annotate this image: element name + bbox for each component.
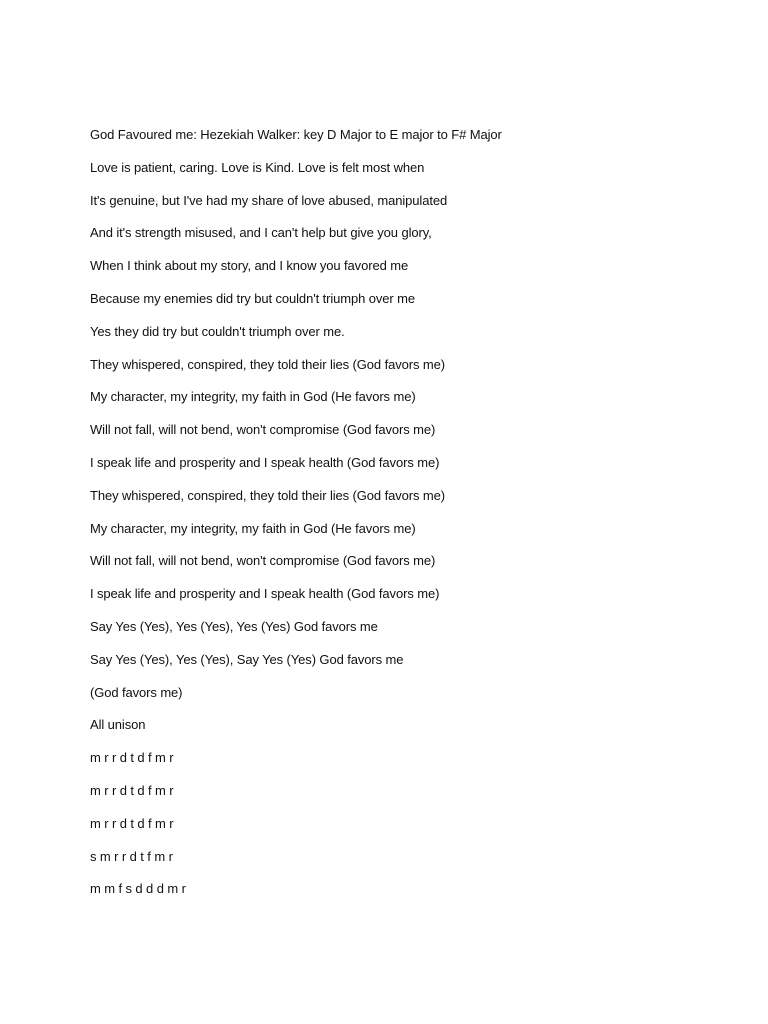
lyric-line: Yes they did try but couldn't triumph over me.	[90, 323, 345, 339]
lyrics-text-block	[90, 126, 750, 913]
lyric-line: Will not fall, will not bend, won't compromise (God favors me)	[90, 422, 436, 438]
solfa-notation-line: m r r d t d f m r	[90, 815, 174, 831]
lyric-line: They whispered, conspired, they told their lies (God favors me)	[90, 356, 445, 372]
lyric-line: Will not fall, will not bend, won't compromise (God favors me)	[90, 553, 436, 569]
document-title-line: God Favoured me: Hezekiah Walker: key D Major to E major to F# Major	[90, 127, 502, 142]
section-label: All unison	[90, 717, 146, 733]
solfa-notation-line: m m f s d d d m r	[90, 881, 186, 897]
lyric-line: It's genuine, but I've had my share of love abused, manipulated	[90, 192, 448, 208]
lyric-line: When I think about my story, and I know you favored me	[90, 258, 409, 274]
solfa-notation-line: m r r d t d f m r	[90, 782, 174, 798]
lyric-line: Say Yes (Yes), Yes (Yes), Yes (Yes) God favors me	[90, 618, 378, 634]
lyric-line: They whispered, conspired, they told their lies (God favors me)	[90, 487, 445, 503]
lyric-line: (God favors me)	[90, 684, 183, 700]
lyric-line: And it's strength misused, and I can't help but give you glory,	[90, 225, 432, 241]
lyric-line: My character, my integrity, my faith in God (He favors me)	[90, 389, 416, 405]
lyric-line: Because my enemies did try but couldn't triumph over me	[90, 290, 416, 306]
lyric-line: I speak life and prosperity and I speak health (God favors me)	[90, 454, 440, 470]
lyric-line: I speak life and prosperity and I speak health (God favors me)	[90, 586, 440, 602]
lyric-line: Say Yes (Yes), Yes (Yes), Say Yes (Yes) God favors me	[90, 651, 404, 667]
lyric-line: Love is patient, caring. Love is Kind. Love is felt most when	[90, 159, 425, 175]
lyric-line: My character, my integrity, my faith in God (He favors me)	[90, 520, 416, 536]
solfa-notation-line: s m r r d t f m r	[90, 848, 173, 864]
solfa-notation-line: m r r d t d f m r	[90, 750, 174, 766]
